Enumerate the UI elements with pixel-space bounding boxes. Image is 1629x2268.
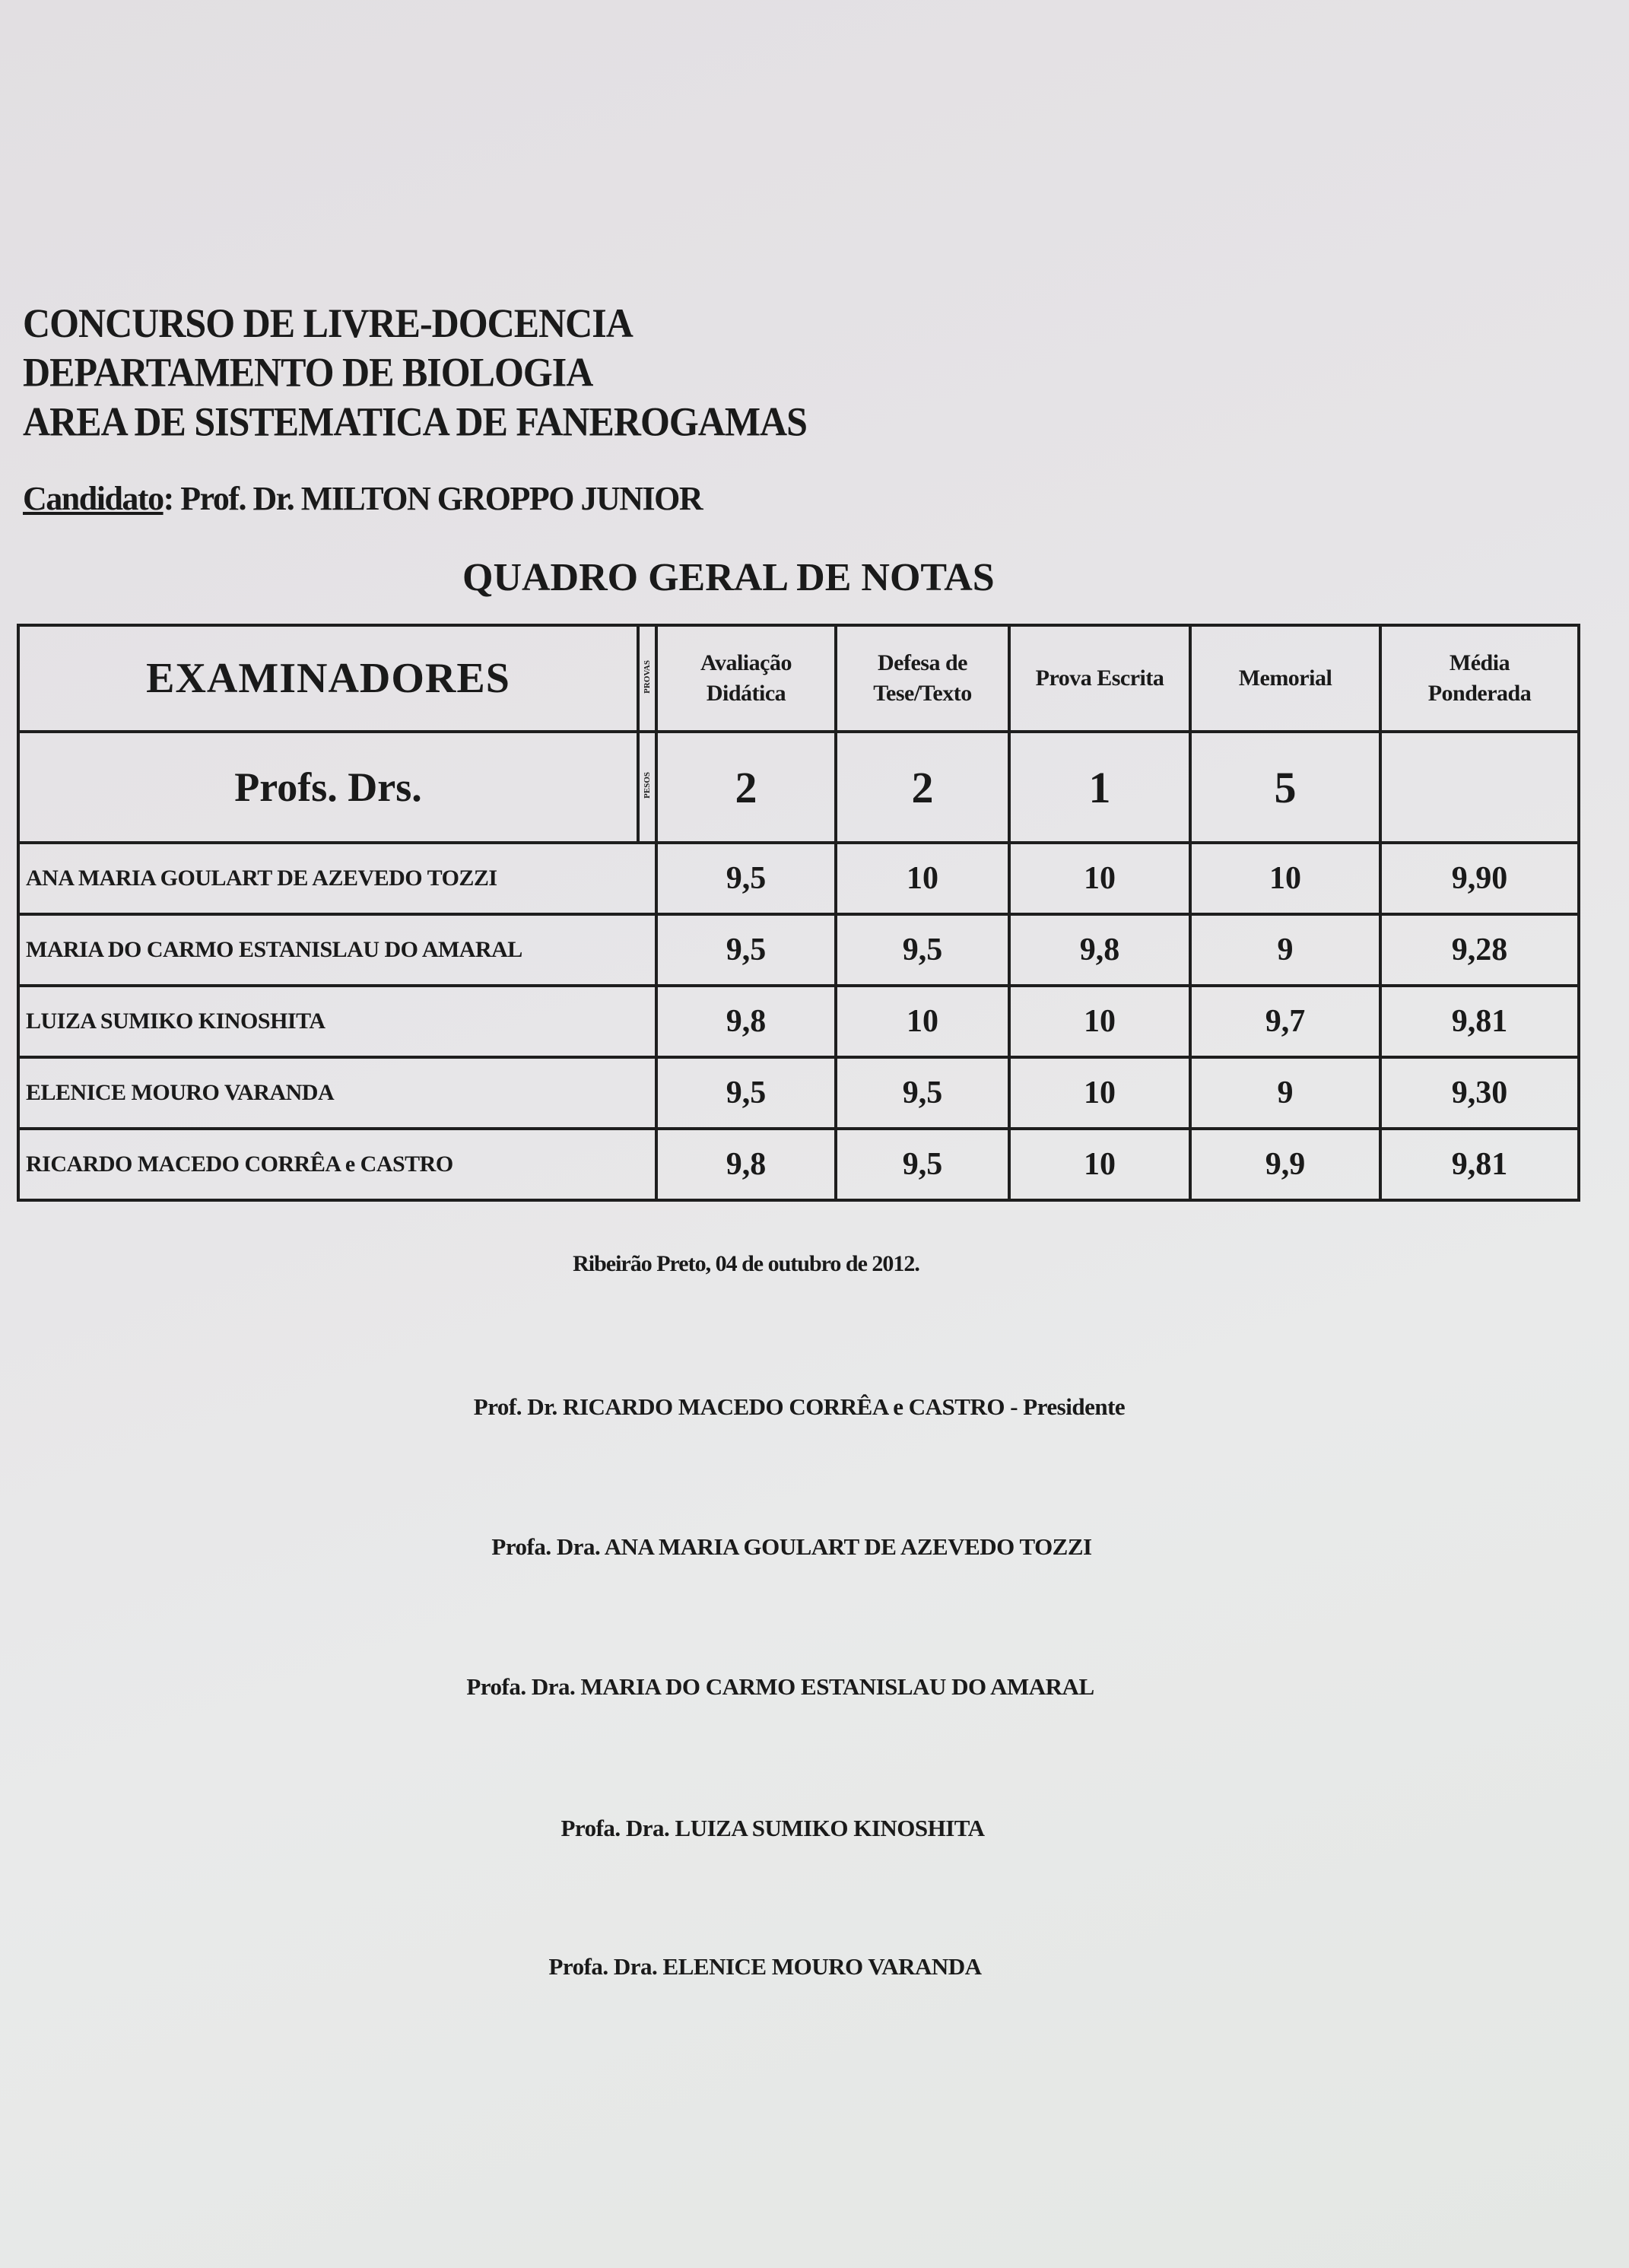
grade-memorial: 10 bbox=[1190, 843, 1380, 914]
grade-avaliacao: 9,5 bbox=[656, 914, 836, 986]
place-date: Ribeirão Preto, 04 de outubro de 2012. bbox=[573, 1251, 919, 1276]
grade-prova-escrita: 10 bbox=[1009, 1057, 1190, 1129]
provas-label-cell: PROVAS bbox=[638, 625, 656, 732]
grade-memorial: 9 bbox=[1190, 1057, 1380, 1129]
table-title: QUADRO GERAL DE NOTAS bbox=[462, 556, 995, 599]
candidate-line bbox=[23, 479, 702, 518]
grade-avaliacao: 9,5 bbox=[656, 843, 836, 914]
document-header bbox=[23, 298, 807, 446]
table-row bbox=[18, 986, 1579, 1057]
grade-defesa: 10 bbox=[836, 986, 1009, 1057]
grade-defesa: 9,5 bbox=[836, 1057, 1009, 1129]
weight-memorial: 5 bbox=[1190, 732, 1380, 843]
grade-prova-escrita: 9,8 bbox=[1009, 914, 1190, 986]
table-row bbox=[18, 843, 1579, 914]
signatory-president: Prof. Dr. RICARDO MACEDO CORRÊA e CASTRO - Presidente bbox=[473, 1393, 1126, 1420]
grade-defesa: 9,5 bbox=[836, 1129, 1009, 1200]
grade-media: 9,81 bbox=[1380, 986, 1579, 1057]
pesos-label-cell: PESOS bbox=[638, 732, 656, 843]
grade-prova-escrita: 10 bbox=[1009, 1129, 1190, 1200]
grade-media: 9,28 bbox=[1380, 914, 1579, 986]
signatory-line: Profa. Dra. MARIA DO CARMO ESTANISLAU DO AMARAL bbox=[466, 1673, 1094, 1700]
weight-prova-escrita: 1 bbox=[1009, 732, 1190, 843]
weight-defesa: 2 bbox=[836, 732, 1009, 843]
signatory-line: Profa. Dra. ELENICE MOURO VARANDA bbox=[548, 1953, 982, 1980]
column-header-defesa: Defesa de Tese/Texto bbox=[836, 625, 1009, 732]
grade-prova-escrita: 10 bbox=[1009, 986, 1190, 1057]
grade-memorial: 9,9 bbox=[1190, 1129, 1380, 1200]
grade-defesa: 10 bbox=[836, 843, 1009, 914]
candidate-name: : Prof. Dr. MILTON GROPPO JUNIOR bbox=[163, 480, 703, 517]
header-line-area: AREA DE SISTEMATICA DE FANEROGAMAS bbox=[23, 398, 807, 445]
examiner-name: LUIZA SUMIKO KINOSHITA bbox=[18, 986, 656, 1057]
header-line-contest: CONCURSO DE LIVRE-DOCENCIA bbox=[23, 300, 633, 346]
grade-media: 9,90 bbox=[1380, 843, 1579, 914]
signatory-line: Profa. Dra. ANA MARIA GOULART DE AZEVEDO TOZZI bbox=[491, 1533, 1092, 1560]
table-row bbox=[18, 1057, 1579, 1129]
grade-prova-escrita: 10 bbox=[1009, 843, 1190, 914]
column-header-media: Média Ponderada bbox=[1380, 625, 1579, 732]
grade-defesa: 9,5 bbox=[836, 914, 1009, 986]
grade-memorial: 9,7 bbox=[1190, 986, 1380, 1057]
weight-media bbox=[1380, 732, 1579, 843]
examiner-name: MARIA DO CARMO ESTANISLAU DO AMARAL bbox=[18, 914, 656, 986]
examiner-name: ELENICE MOURO VARANDA bbox=[18, 1057, 656, 1129]
candidate-label: Candidato bbox=[23, 480, 164, 517]
examiner-name: RICARDO MACEDO CORRÊA e CASTRO bbox=[18, 1129, 656, 1200]
examiner-name: ANA MARIA GOULART DE AZEVEDO TOZZI bbox=[18, 843, 656, 914]
grade-avaliacao: 9,5 bbox=[656, 1057, 836, 1129]
table-weight-row bbox=[18, 732, 1579, 843]
table-row bbox=[18, 914, 1579, 986]
grades-table bbox=[17, 624, 1580, 1202]
signatory-line: Profa. Dra. LUIZA SUMIKO KINOSHITA bbox=[560, 1815, 985, 1841]
grade-media: 9,81 bbox=[1380, 1129, 1579, 1200]
grade-media: 9,30 bbox=[1380, 1057, 1579, 1129]
profs-header: Profs. Drs. bbox=[18, 732, 638, 843]
header-line-department: DEPARTAMENTO DE BIOLOGIA bbox=[23, 348, 593, 395]
column-header-memorial: Memorial bbox=[1190, 625, 1380, 732]
examiners-header: EXAMINADORES bbox=[18, 625, 638, 732]
column-header-prova-escrita: Prova Escrita bbox=[1009, 625, 1190, 732]
weight-avaliacao: 2 bbox=[656, 732, 836, 843]
grade-avaliacao: 9,8 bbox=[656, 1129, 836, 1200]
grade-memorial: 9 bbox=[1190, 914, 1380, 986]
table-row bbox=[18, 1129, 1579, 1200]
column-header-avaliacao: Avaliação Didática bbox=[656, 625, 836, 732]
table-header-row bbox=[18, 625, 1579, 732]
grade-avaliacao: 9,8 bbox=[656, 986, 836, 1057]
